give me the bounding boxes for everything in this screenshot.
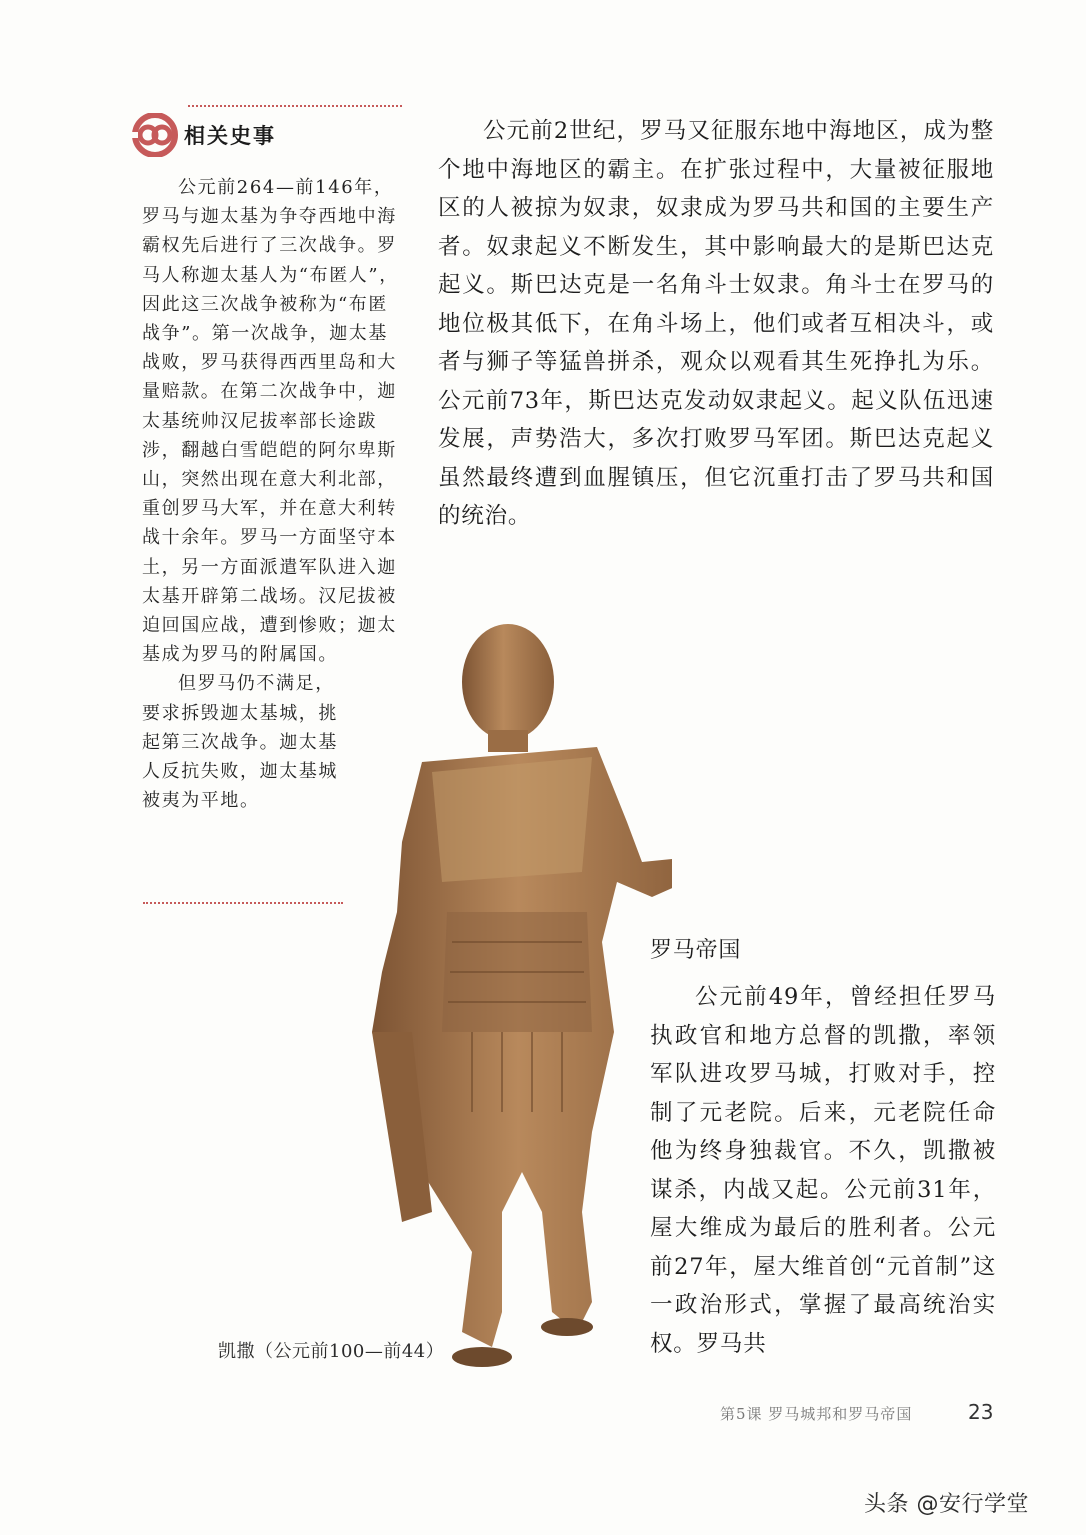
section-paragraph: 公元前49年，曾经担任罗马执政官和地方总督的凯撒，率领军队进攻罗马城，打败对手，控制了元老院。后来，元老院任命他为终身独裁官。不久，凯撒被谋杀，内战又起。公元前31年，屋大维成为最后的胜利者。公元前27年，屋大维首创“元首制”这一政治形式，掌握了最高统治实权。罗马共	[650, 984, 996, 1357]
caesar-statue-image	[352, 612, 672, 1382]
section-heading: 罗马帝国	[650, 938, 742, 963]
box-title: 相关史事	[184, 124, 276, 148]
swirl-logo-icon	[128, 113, 182, 157]
box-paragraph-continued: 但罗马仍不满足，要求拆毁迦太基城，挑起第三次战争。迦太基人反抗失败，迦太基城被夷为平地。	[142, 673, 338, 812]
watermark: 头条 @安行学堂	[864, 1492, 1029, 1517]
footer-lesson: 第5课 罗马城邦和罗马帝国	[720, 1405, 913, 1423]
box-header	[138, 113, 408, 157]
figure-caption: 凯撒（公元前100—前44）	[218, 1341, 445, 1362]
page-number: 23	[968, 1400, 994, 1424]
box-paragraph: 公元前264—前146年，罗马与迦太基为争夺西地中海霸权先后进行了三次战争。罗马人称迦太基人为“布匿人”，因此这三次战争被称为“布匿战争”。第一次战争，迦太基战败，罗马获得西西里岛和大量赔款。在第二次战争中，迦太基统帅汉尼拔率部长途跋涉，翻越白雪皑皑的阿尔卑斯山，突然出现在意大利北部，重创罗马大军，并在意大利转战十余年。罗马一方面坚守本土，另一方面派遣军队进入迦太基开辟第二战场。汉尼拔被迫回国应战，遭到惨败；迦太基成为罗马的附属国。	[142, 177, 399, 666]
main-text	[438, 112, 994, 536]
roman-empire-section	[650, 932, 996, 1363]
divider	[143, 902, 343, 904]
related-history-box	[138, 105, 408, 812]
divider	[188, 105, 402, 107]
main-paragraph: 公元前2世纪，罗马又征服东地中海地区，成为整个地中海地区的霸主。在扩张过程中，大量被征服地区的人被掠为奴隶，奴隶成为罗马共和国的主要生产者。奴隶起义不断发生，其中影响最大的是斯巴达克起义。斯巴达克是一名角斗士奴隶。角斗士在罗马的地位极其低下，在角斗场上，他们或者互相决斗，或者与狮子等猛兽拼杀，观众以观看其生死挣扎为乐。公元前73年，斯巴达克发动奴隶起义。起义队伍迅速发展，声势浩大，多次打败罗马军团。斯巴达克起义虽然最终遭到血腥镇压，但它沉重打击了罗马共和国的统治。	[438, 118, 994, 529]
